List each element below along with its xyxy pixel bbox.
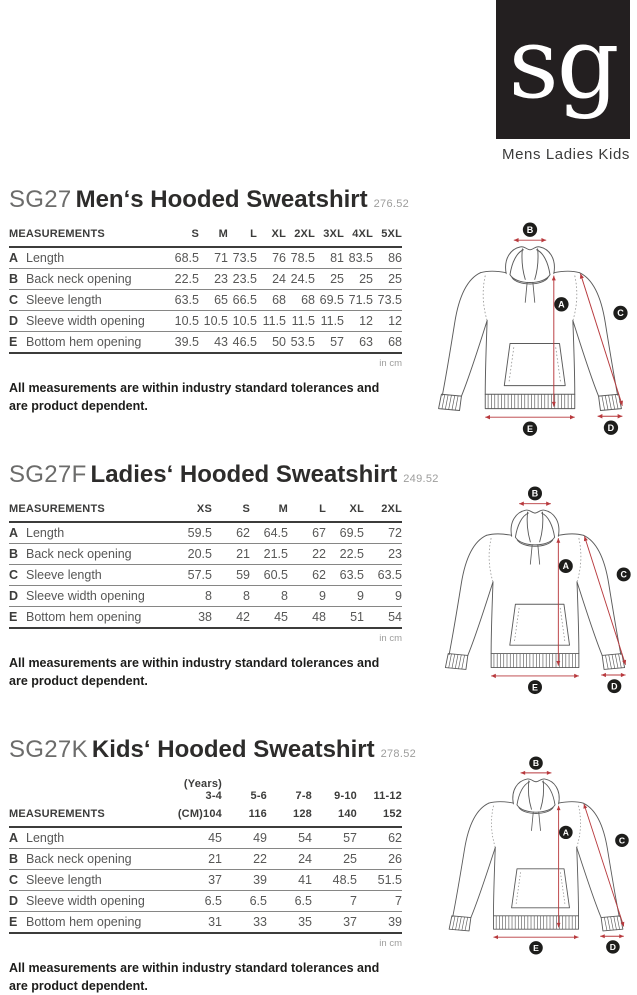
age-header-row xyxy=(9,778,402,808)
measure-value: 48.5 xyxy=(312,870,357,891)
measure-value: 81 xyxy=(315,247,344,269)
measure-value: 38 xyxy=(174,607,212,629)
measure-point-e-label: E xyxy=(533,942,539,953)
garment-outline xyxy=(445,510,624,669)
measure-value: 69.5 xyxy=(315,290,344,311)
measure-value: 45 xyxy=(177,827,222,849)
age-column-header: 5-6 xyxy=(250,790,267,802)
measure-value: 11.5 xyxy=(315,311,344,332)
measure-value: 10.5 xyxy=(170,311,199,332)
measure-value: 25 xyxy=(344,269,373,290)
measure-row xyxy=(9,332,402,354)
measure-row xyxy=(9,849,402,870)
measure-point-b-label: B xyxy=(532,758,540,769)
size-column-header: S xyxy=(170,228,199,247)
measure-label: Length xyxy=(26,247,170,269)
measure-point-d-label: D xyxy=(609,941,617,952)
measure-value: 63.5 xyxy=(326,565,364,586)
cm-header-row xyxy=(9,808,402,827)
size-column-header: M xyxy=(199,228,228,247)
measure-value: 21 xyxy=(177,849,222,870)
style-number: 276.52 xyxy=(373,198,410,210)
cm-column-header: 152 xyxy=(357,808,402,827)
measure-value: 78.5 xyxy=(286,247,315,269)
units-note: in cm xyxy=(379,633,402,644)
measure-value: 24.5 xyxy=(286,269,315,290)
measure-value: 25 xyxy=(373,269,402,290)
measure-value: 73.5 xyxy=(228,247,257,269)
measure-value: 24 xyxy=(267,849,312,870)
measure-row xyxy=(9,912,402,934)
measure-point-a-label: A xyxy=(562,561,569,572)
cm-column-header: 128 xyxy=(267,808,312,827)
measure-value: 54 xyxy=(364,607,402,629)
size-column-header: S xyxy=(212,503,250,522)
garment-outline xyxy=(449,779,626,931)
measure-value: 37 xyxy=(177,870,222,891)
measurements-header: MEASUREMENTS xyxy=(9,808,177,827)
measure-value: 25 xyxy=(312,849,357,870)
measure-value: 66.5 xyxy=(228,290,257,311)
measure-key: B xyxy=(9,269,26,290)
units-note: in cm xyxy=(379,358,402,369)
measure-value: 54 xyxy=(267,827,312,849)
measure-key: C xyxy=(9,565,26,586)
product-code: SG27 xyxy=(9,186,72,213)
rib-hatching xyxy=(442,394,618,410)
tolerance-note-line1: All measurements are within industry standard tolerances and xyxy=(9,656,380,670)
measure-row xyxy=(9,827,402,849)
measure-value: 23 xyxy=(364,544,402,565)
measurements-table-mens xyxy=(9,228,402,354)
measure-value: 33 xyxy=(222,912,267,934)
tolerance-note-line1: All measurements are within industry standard tolerances and xyxy=(9,381,380,395)
measure-value: 23 xyxy=(199,269,228,290)
measure-value: 7 xyxy=(357,891,402,912)
measure-value: 41 xyxy=(267,870,312,891)
measure-key: C xyxy=(9,870,26,891)
measure-key: D xyxy=(9,311,26,332)
age-column-header: 7-8 xyxy=(295,790,312,802)
product-code: SG27F xyxy=(9,461,87,488)
measure-value: 62 xyxy=(212,522,250,544)
measure-row xyxy=(9,565,402,586)
measure-point-d-label: D xyxy=(607,422,615,433)
size-column-header: L xyxy=(228,228,257,247)
measure-value: 68 xyxy=(257,290,286,311)
hoodie-line-drawing xyxy=(430,222,630,444)
age-column-header: 11-12 xyxy=(373,790,402,802)
measure-value: 10.5 xyxy=(199,311,228,332)
measure-label: Sleeve length xyxy=(26,290,170,311)
size-column-header: 2XL xyxy=(364,503,402,522)
measure-value: 62 xyxy=(288,565,326,586)
measure-value: 35 xyxy=(267,912,312,934)
measure-value: 39 xyxy=(222,870,267,891)
measure-value: 21.5 xyxy=(250,544,288,565)
size-header-row xyxy=(9,228,402,247)
measure-value: 7 xyxy=(312,891,357,912)
measure-label: Length xyxy=(26,827,177,849)
measure-value: 73.5 xyxy=(373,290,402,311)
measure-value: 59 xyxy=(212,565,250,586)
product-code: SG27K xyxy=(9,736,88,763)
measure-label: Back neck opening xyxy=(26,544,174,565)
measure-key: B xyxy=(9,849,26,870)
measure-row xyxy=(9,247,402,269)
measure-value: 9 xyxy=(364,586,402,607)
measure-value: 6.5 xyxy=(222,891,267,912)
age-column-header: (Years) 3-4 xyxy=(183,778,222,802)
measure-value: 57 xyxy=(315,332,344,354)
measure-row xyxy=(9,544,402,565)
measure-point-b-label: B xyxy=(531,488,539,499)
measure-value: 10.5 xyxy=(228,311,257,332)
measure-key: B xyxy=(9,544,26,565)
measure-value: 6.5 xyxy=(267,891,312,912)
measure-point-b-label: B xyxy=(526,224,534,235)
measure-row xyxy=(9,522,402,544)
measurements-table-ladies xyxy=(9,503,402,629)
measure-row xyxy=(9,586,402,607)
measure-value: 9 xyxy=(326,586,364,607)
measure-value: 22 xyxy=(222,849,267,870)
tolerance-note-line2: are product dependent. xyxy=(9,674,148,689)
measure-value: 8 xyxy=(250,586,288,607)
measure-key: A xyxy=(9,247,26,269)
measurements-header: MEASUREMENTS xyxy=(9,228,170,247)
tolerance-note-line2: are product dependent. xyxy=(9,399,148,414)
measure-label: Sleeve length xyxy=(26,565,174,586)
measure-point-a-label: A xyxy=(558,299,565,310)
style-number: 278.52 xyxy=(380,748,417,760)
measure-value: 8 xyxy=(174,586,212,607)
cm-column-header: 140 xyxy=(312,808,357,827)
measure-value: 22.5 xyxy=(170,269,199,290)
measure-value: 65 xyxy=(199,290,228,311)
measure-value: 71 xyxy=(199,247,228,269)
measure-value: 46.5 xyxy=(228,332,257,354)
measure-point-d-label: D xyxy=(611,681,618,692)
measure-key: A xyxy=(9,827,26,849)
header-spacer xyxy=(9,778,177,808)
measure-key: E xyxy=(9,332,26,354)
measure-value: 39 xyxy=(357,912,402,934)
product-name: Ladies‘ Hooded Sweatshirt xyxy=(90,461,398,488)
measure-value: 12 xyxy=(373,311,402,332)
measure-key: C xyxy=(9,290,26,311)
measure-value: 49 xyxy=(222,827,267,849)
size-column-header: 4XL xyxy=(344,228,373,247)
measure-value: 23.5 xyxy=(228,269,257,290)
product-name: Kids‘ Hooded Sweatshirt xyxy=(91,736,375,763)
measure-value: 64.5 xyxy=(250,522,288,544)
measure-value: 83.5 xyxy=(344,247,373,269)
garment-outline xyxy=(439,247,622,411)
units-note: in cm xyxy=(379,938,402,949)
rib-hatching xyxy=(449,654,622,670)
measure-value: 12 xyxy=(344,311,373,332)
measure-value: 53.5 xyxy=(286,332,315,354)
measure-label: Sleeve width opening xyxy=(26,586,174,607)
measure-value: 68 xyxy=(286,290,315,311)
measure-value: 63.5 xyxy=(364,565,402,586)
size-header-row xyxy=(9,503,402,522)
measure-value: 63.5 xyxy=(170,290,199,311)
measure-row xyxy=(9,269,402,290)
hoodie-measure-diagram-kids xyxy=(441,756,631,962)
measure-value: 42 xyxy=(212,607,250,629)
measure-value: 60.5 xyxy=(250,565,288,586)
measure-point-c-label: C xyxy=(620,569,627,580)
size-column-header: 5XL xyxy=(373,228,402,247)
measure-value: 59.5 xyxy=(174,522,212,544)
measure-value: 22.5 xyxy=(326,544,364,565)
brand-tagline: Mens Ladies Kids xyxy=(502,146,630,163)
measure-row xyxy=(9,607,402,629)
measure-value: 37 xyxy=(312,912,357,934)
measure-key: A xyxy=(9,522,26,544)
measure-key: E xyxy=(9,607,26,629)
tolerance-note-line1: All measurements are within industry standard tolerances and xyxy=(9,961,380,975)
measure-value: 57 xyxy=(312,827,357,849)
measure-row xyxy=(9,311,402,332)
measure-value: 25 xyxy=(315,269,344,290)
size-column-header: XS xyxy=(174,503,212,522)
measure-value: 45 xyxy=(250,607,288,629)
measure-value: 57.5 xyxy=(174,565,212,586)
measure-label: Back neck opening xyxy=(26,849,177,870)
style-number: 249.52 xyxy=(403,473,439,485)
measure-value: 72 xyxy=(364,522,402,544)
measure-value: 71.5 xyxy=(344,290,373,311)
cm-column-header: (CM)104 xyxy=(177,808,222,827)
measure-value: 39.5 xyxy=(170,332,199,354)
measure-value: 51 xyxy=(326,607,364,629)
measure-point-c-label: C xyxy=(618,835,626,846)
measure-value: 11.5 xyxy=(286,311,315,332)
hoodie-measure-diagram-mens xyxy=(430,222,630,444)
rib-hatching xyxy=(452,916,619,931)
tolerance-note xyxy=(9,959,629,995)
measure-value: 68 xyxy=(373,332,402,354)
size-column-header: XL xyxy=(326,503,364,522)
measure-row xyxy=(9,870,402,891)
measure-label: Bottom hem opening xyxy=(26,332,170,354)
size-column-header: L xyxy=(288,503,326,522)
size-column-header: 2XL xyxy=(286,228,315,247)
measure-value: 21 xyxy=(212,544,250,565)
product-title xyxy=(9,185,629,219)
measure-label: Bottom hem opening xyxy=(26,912,177,934)
measure-value: 67 xyxy=(288,522,326,544)
size-column-header: XL xyxy=(257,228,286,247)
measure-value: 26 xyxy=(357,849,402,870)
measure-value: 9 xyxy=(288,586,326,607)
measure-label: Bottom hem opening xyxy=(26,607,174,629)
measure-label: Sleeve length xyxy=(26,870,177,891)
measure-value: 20.5 xyxy=(174,544,212,565)
measure-key: D xyxy=(9,891,26,912)
size-column-header: M xyxy=(250,503,288,522)
measure-value: 11.5 xyxy=(257,311,286,332)
measure-value: 76 xyxy=(257,247,286,269)
measure-row xyxy=(9,891,402,912)
hoodie-line-drawing xyxy=(441,756,631,962)
measure-value: 86 xyxy=(373,247,402,269)
age-column-header: 9-10 xyxy=(334,790,357,802)
cm-column-header: 116 xyxy=(222,808,267,827)
measure-value: 68.5 xyxy=(170,247,199,269)
product-name: Men‘s Hooded Sweatshirt xyxy=(75,186,368,213)
tolerance-note-line2: are product dependent. xyxy=(9,979,148,994)
measure-label: Sleeve width opening xyxy=(26,311,170,332)
sg-logo xyxy=(496,0,630,139)
measure-key: D xyxy=(9,586,26,607)
measure-value: 24 xyxy=(257,269,286,290)
measure-label: Length xyxy=(26,522,174,544)
measure-value: 51.5 xyxy=(357,870,402,891)
measure-value: 63 xyxy=(344,332,373,354)
measure-value: 22 xyxy=(288,544,326,565)
measurements-table-kids xyxy=(9,778,402,934)
measure-value: 6.5 xyxy=(177,891,222,912)
measure-value: 43 xyxy=(199,332,228,354)
measure-point-c-label: C xyxy=(617,308,624,319)
measure-value: 31 xyxy=(177,912,222,934)
sg-logo-mark: sg xyxy=(508,6,618,121)
measure-value: 48 xyxy=(288,607,326,629)
size-column-header: 3XL xyxy=(315,228,344,247)
measure-value: 8 xyxy=(212,586,250,607)
measure-value: 62 xyxy=(357,827,402,849)
measure-point-e-label: E xyxy=(532,682,538,693)
measure-point-e-label: E xyxy=(526,423,534,434)
measure-label: Sleeve width opening xyxy=(26,891,177,912)
measurements-header: MEASUREMENTS xyxy=(9,503,174,522)
measure-label: Back neck opening xyxy=(26,269,170,290)
measure-value: 50 xyxy=(257,332,286,354)
hoodie-measure-diagram-ladies xyxy=(437,486,633,702)
measure-key: E xyxy=(9,912,26,934)
measure-value: 69.5 xyxy=(326,522,364,544)
measure-row xyxy=(9,290,402,311)
hoodie-line-drawing xyxy=(437,486,633,702)
measure-point-a-label: A xyxy=(562,827,569,838)
